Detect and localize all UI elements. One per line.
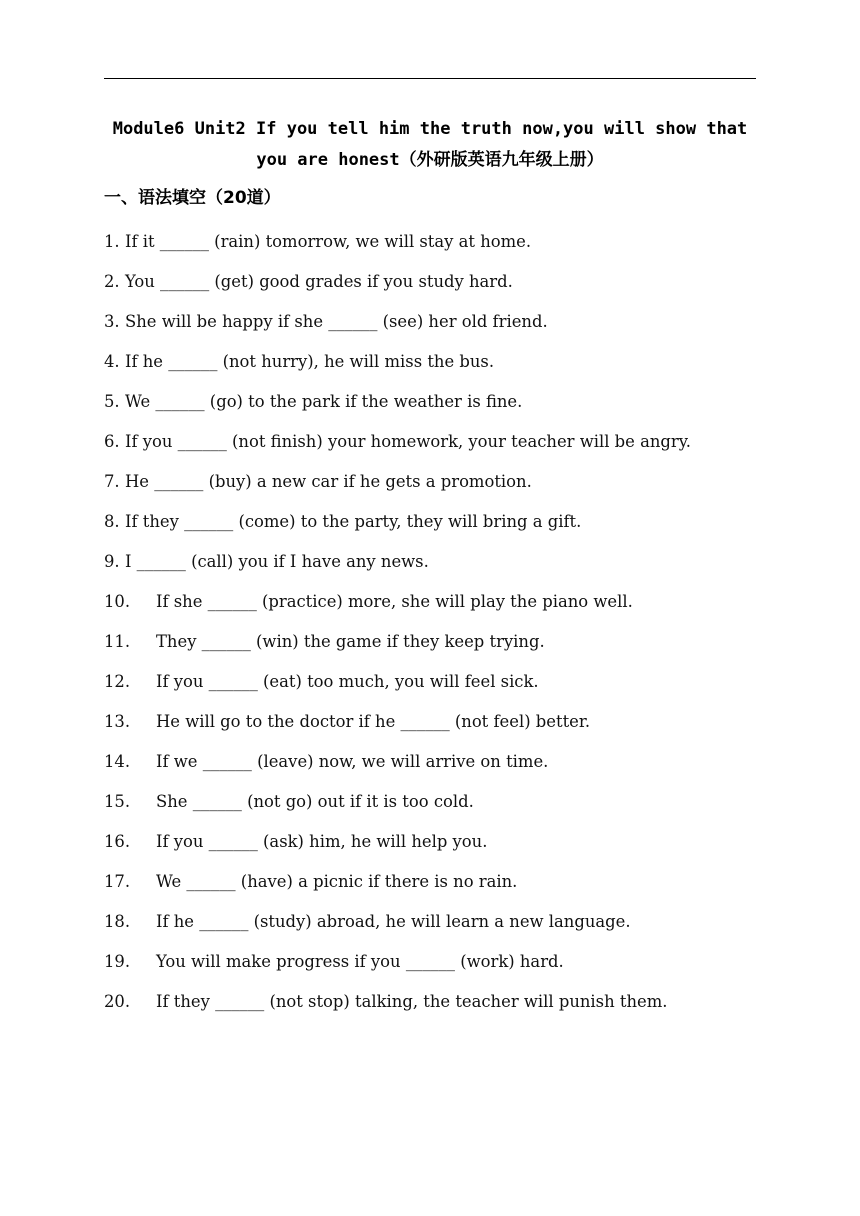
question-text: We ______ (have) a picnic if there is no rain. — [156, 872, 518, 891]
question-number: 20. — [104, 992, 131, 1011]
question-item — [104, 746, 764, 777]
question-item — [104, 786, 764, 817]
question-text: He will go to the doctor if he ______ (not feel) better. — [156, 712, 591, 731]
question-item — [104, 466, 764, 497]
question-number: 17. — [104, 872, 131, 891]
question-item — [104, 666, 764, 697]
document-title — [104, 114, 756, 176]
question-number: 1. — [104, 232, 120, 251]
question-number: 7. — [104, 472, 120, 491]
question-text: You ______ (get) good grades if you study hard. — [125, 272, 513, 291]
question-text: If it ______ (rain) tomorrow, we will stay at home. — [125, 232, 532, 251]
title-line-2: you are honest（外研版英语九年级上册） — [256, 150, 604, 170]
question-text: You will make progress if you ______ (work) hard. — [156, 952, 564, 971]
question-item — [104, 506, 764, 537]
question-item — [104, 706, 764, 737]
question-number: 11. — [104, 632, 131, 651]
question-item — [104, 986, 764, 1017]
question-number: 6. — [104, 432, 120, 451]
question-number: 15. — [104, 792, 131, 811]
question-number: 19. — [104, 952, 131, 971]
question-number: 14. — [104, 752, 131, 771]
question-number: 16. — [104, 832, 131, 851]
question-item — [104, 306, 764, 337]
question-text: We ______ (go) to the park if the weather is fine. — [125, 392, 523, 411]
question-item — [104, 946, 764, 977]
question-text: She ______ (not go) out if it is too cold. — [156, 792, 474, 811]
question-text: If we ______ (leave) now, we will arrive on time. — [156, 752, 549, 771]
question-text: They ______ (win) the game if they keep trying. — [156, 632, 545, 651]
question-list — [104, 226, 764, 1026]
question-text: If you ______ (eat) too much, you will feel sick. — [156, 672, 539, 691]
header-rule — [104, 78, 756, 79]
question-text: I ______ (call) you if I have any news. — [125, 552, 429, 571]
question-item — [104, 546, 764, 577]
question-item — [104, 866, 764, 897]
question-text: She will be happy if she ______ (see) her old friend. — [125, 312, 548, 331]
question-text: He ______ (buy) a new car if he gets a promotion. — [125, 472, 532, 491]
question-number: 5. — [104, 392, 120, 411]
question-number: 12. — [104, 672, 131, 691]
question-text: If she ______ (practice) more, she will play the piano well. — [156, 592, 633, 611]
question-number: 9. — [104, 552, 120, 571]
question-number: 4. — [104, 352, 120, 371]
question-item — [104, 386, 764, 417]
question-item — [104, 906, 764, 937]
question-item — [104, 626, 764, 657]
question-item — [104, 426, 764, 457]
question-item — [104, 346, 764, 377]
question-item — [104, 826, 764, 857]
question-text: If they ______ (not stop) talking, the teacher will punish them. — [156, 992, 668, 1011]
section-heading: 一、语法填空（20道） — [104, 188, 281, 208]
question-text: If they ______ (come) to the party, they will bring a gift. — [125, 512, 582, 531]
question-number: 8. — [104, 512, 120, 531]
question-text: If he ______ (not hurry), he will miss the bus. — [125, 352, 495, 371]
question-item — [104, 226, 764, 257]
question-number: 3. — [104, 312, 120, 331]
question-number: 10. — [104, 592, 131, 611]
question-text: If you ______ (not finish) your homework, your teacher will be angry. — [125, 432, 692, 451]
question-number: 13. — [104, 712, 131, 731]
question-text: If you ______ (ask) him, he will help you. — [156, 832, 488, 851]
question-item — [104, 586, 764, 617]
question-item — [104, 266, 764, 297]
question-text: If he ______ (study) abroad, he will learn a new language. — [156, 912, 631, 931]
question-number: 18. — [104, 912, 131, 931]
question-number: 2. — [104, 272, 120, 291]
title-line-1: Module6 Unit2 If you tell him the truth now,you will show that — [112, 119, 748, 139]
